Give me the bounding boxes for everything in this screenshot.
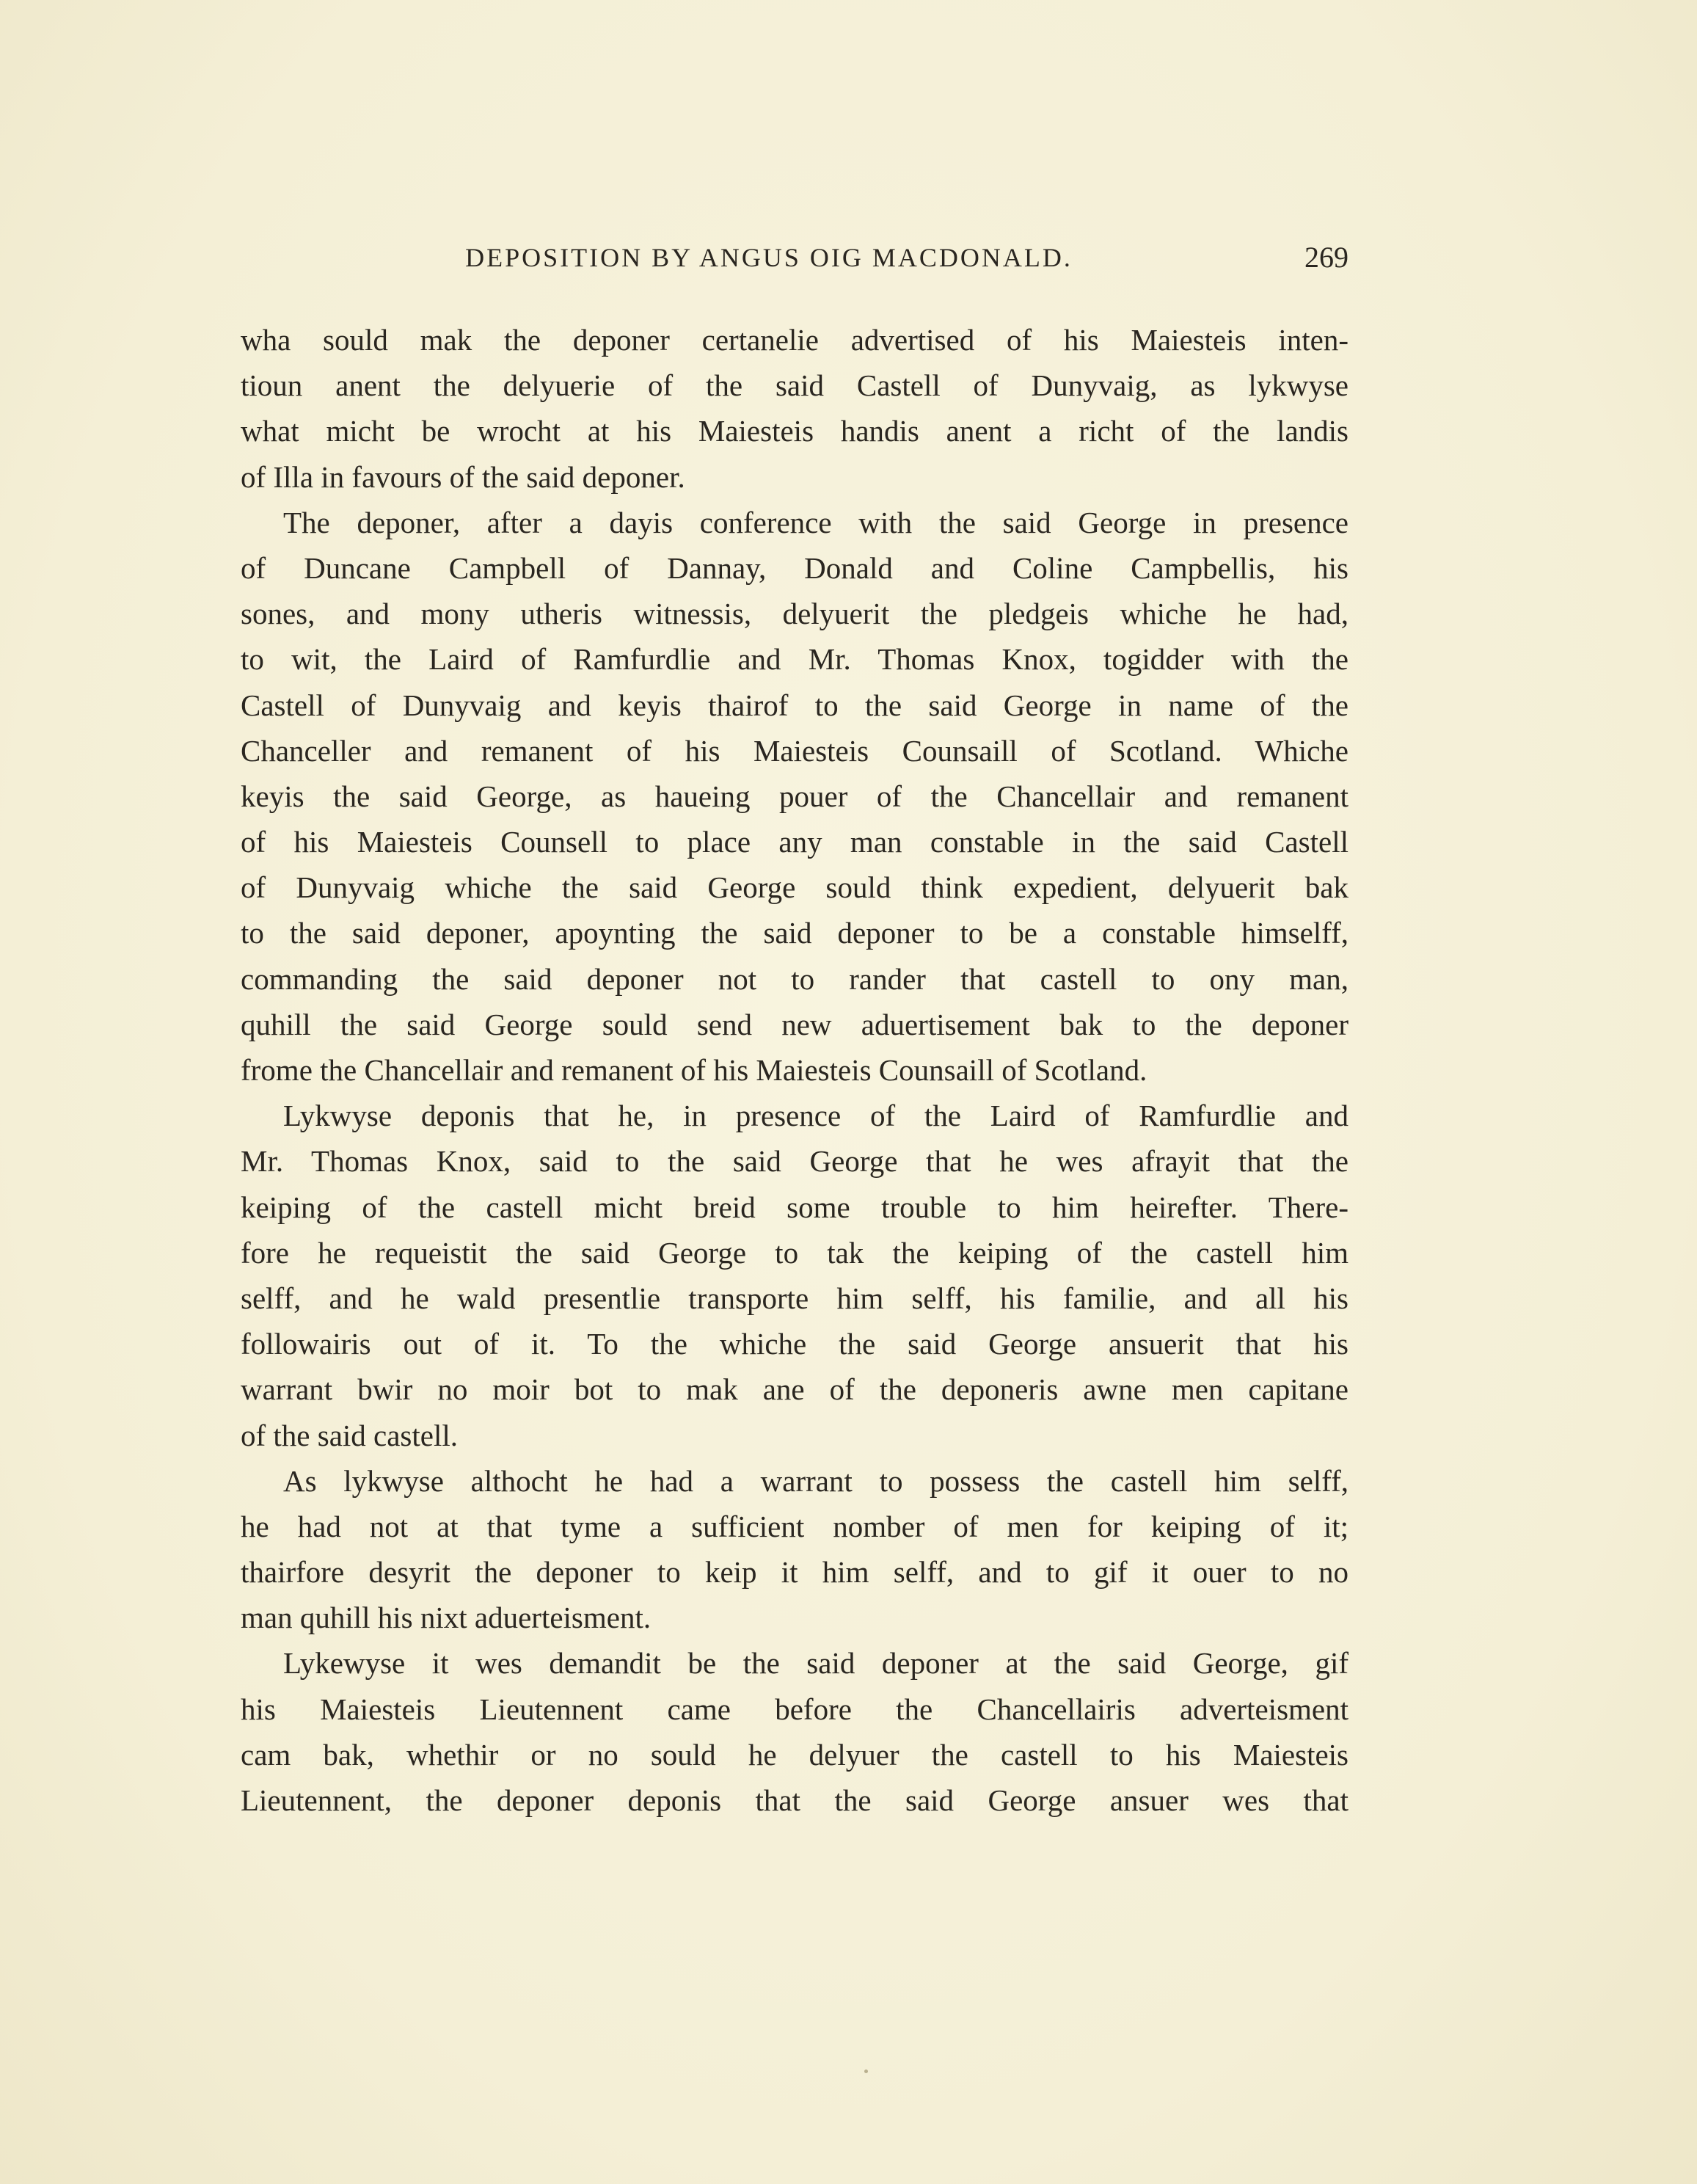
- text-line: his Maiesteis Lieutennent came before the Chancellairis adverteisment: [241, 1692, 1349, 1726]
- text-line: commanding the said deponer not to rander that castell to ony man,: [241, 961, 1349, 996]
- text-line: fore he requeistit the said George to tak the keiping of the castell him: [241, 1235, 1349, 1270]
- paragraph-start-line: The deponer, after a dayis conference with the said George in presence: [283, 505, 1349, 539]
- body-text: [241, 317, 1349, 1823]
- page-number: 269: [1304, 241, 1349, 274]
- paragraph-start-line: Lykwyse deponis that he, in presence of the Laird of Ramfurdlie and: [283, 1099, 1349, 1133]
- running-title: DEPOSITION BY ANGUS OIG MACDONALD.: [465, 243, 1073, 272]
- text-line: frome the Chancellair and remanent of his Maiesteis Counsaill of Scotland.: [241, 1053, 1147, 1087]
- text-line: warrant bwir no moir bot to mak ane of the deponeris awne men capitane: [241, 1372, 1349, 1407]
- paper-speck: [864, 2070, 868, 2073]
- text-line: Mr. Thomas Knox, said to the said George that he wes afrayit that the: [241, 1144, 1349, 1179]
- text-line: of Dunyvaig whiche the said George sould think expedient, delyuerit bak: [241, 870, 1349, 905]
- text-line: sones, and mony utheris witnessis, delyuerit the pledgeis whiche he had,: [241, 597, 1349, 631]
- text-line: of Duncane Campbell of Dannay, Donald and Coline Campbellis, his: [241, 550, 1349, 585]
- text-line: cam bak, whethir or no sould he delyuer the castell to his Maiesteis: [241, 1737, 1349, 1772]
- text-line: what micht be wrocht at his Maiesteis handis anent a richt of the landis: [241, 414, 1349, 448]
- text-line: keiping of the castell micht breid some trouble to him heirefter. There-: [241, 1190, 1349, 1224]
- text-line: wha sould mak the deponer certanelie advertised of his Maiesteis inten-: [241, 323, 1349, 357]
- page-header: [241, 239, 1349, 276]
- text-line: Lieutennent, the deponer deponis that the said George ansuer wes that: [241, 1783, 1349, 1817]
- text-line: tioun anent the delyuerie of the said Castell of Dunyvaig, as lykwyse: [241, 368, 1349, 403]
- text-line: of his Maiesteis Counsell to place any man constable in the said Castell: [241, 825, 1349, 859]
- text-line: selff, and he wald presentlie transporte him selff, his familie, and all his: [241, 1281, 1349, 1315]
- text-line: to wit, the Laird of Ramfurdlie and Mr. Thomas Knox, togidder with the: [241, 642, 1349, 677]
- text-line: man quhill his nixt aduerteisment.: [241, 1601, 652, 1635]
- text-line: to the said deponer, apoynting the said deponer to be a constable himselff,: [241, 916, 1349, 950]
- text-line: Castell of Dunyvaig and keyis thairof to the said George in name of the: [241, 688, 1349, 722]
- text-line: Chanceller and remanent of his Maiesteis Counsaill of Scotland. Whiche: [241, 733, 1349, 768]
- text-line: keyis the said George, as haueing pouer of the Chancellair and remanent: [241, 779, 1349, 813]
- text-line: of the said castell.: [241, 1418, 459, 1452]
- text-line: followairis out of it. To the whiche the said George ansuerit that his: [241, 1327, 1349, 1361]
- text-line: thairfore desyrit the deponer to keip it him selff, and to gif it ouer to no: [241, 1555, 1349, 1590]
- text-line: quhill the said George sould send new aduertisement bak to the deponer: [241, 1007, 1349, 1041]
- paragraph-start-line: As lykwyse althocht he had a warrant to possess the castell him selff,: [283, 1463, 1349, 1498]
- text-line: of Illa in favours of the said deponer.: [241, 459, 685, 494]
- paragraph-start-line: Lykewyse it wes demandit be the said deponer at the said George, gif: [283, 1646, 1349, 1681]
- text-line: he had not at that tyme a sufficient nomber of men for keiping of it;: [241, 1509, 1349, 1543]
